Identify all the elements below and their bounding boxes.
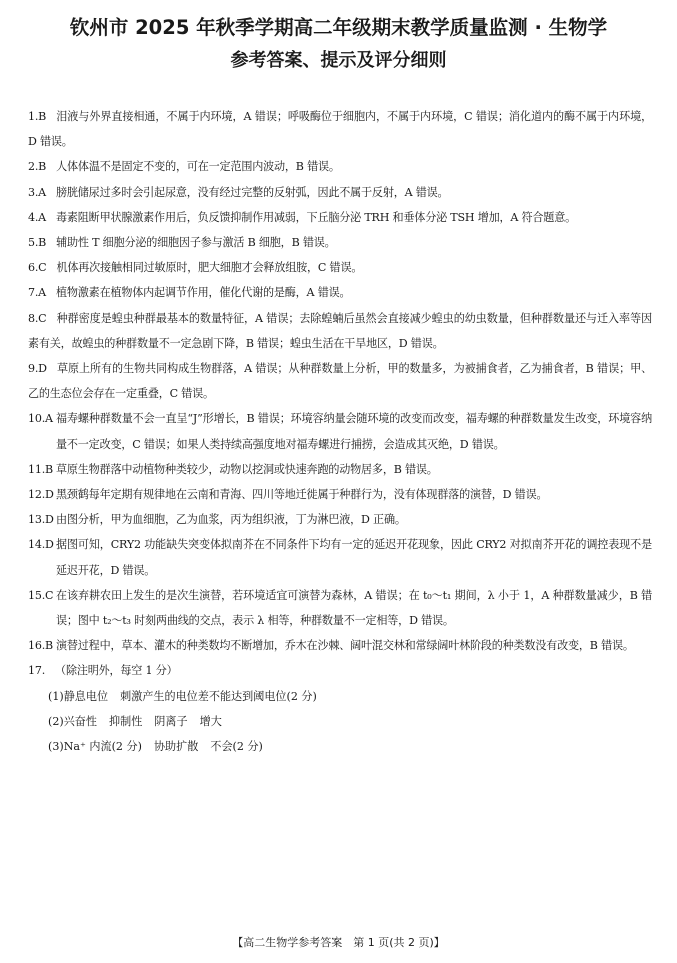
answer-item-8: 8.C 种群密度是蝗虫种群最基本的数量特征，A 错误；去除蝗蝻后虽然会直接减少蝗虫的幼虫数量，但种群数量还与迁入率等因素有关，故蝗虫的种群数量不一定急剧下降，B 错误；蝗虫生活在干旱地区，D 错误。 [28,311,652,350]
answer-item-5: 5.B 辅助性 T 细胞分泌的细胞因子参与激活 B 细胞，B 错误。 [28,236,336,250]
document-title: 钦州市 2025 年秋季学期高二年级期末教学质量监测 · 生物学 [69,16,608,39]
answer-item-16: 16.B 演替过程中，草本、灌木的种类数均不断增加，乔木在沙棘、阔叶混交林和常绿阔叶林阶段的种类数没有改变，B 错误。 [28,639,634,653]
q17-part-1: (1)静息电位 刺激产生的电位差不能达到阈电位(2 分) [48,689,317,703]
answer-item-3: 3.A 膀胱储尿过多时会引起尿意，没有经过完整的反射弧，因此不属于反射，A 错误。 [28,185,449,199]
q17-part-2: (2)兴奋性 抑制性 阴离子 增大 [48,714,222,728]
answer-item-15: 15.C 在该弃耕农田上发生的是次生演替，若环境适宜可演替为森林，A 错误；在 t₀～t₁ 期间，λ 小于 1，A 种群数量减少，B 错误；图中 t₂～t₃ 时刻两曲线的交点，表示 λ 相等，种群数量不一定相等，D 错误。 [28,588,652,628]
answer-item-11: 11.B 草原生物群落中动植物种类较少，动物以挖洞或快速奔跑的动物居多，B 错误。 [28,462,438,476]
answer-item-9: 9.D 草原上所有的生物共同构成生物群落，A 错误；从种群数量上分析，甲的数量多，为被捕食者，乙为捕食者，B 错误；甲、乙的生态位会存在一定重叠，C 错误。 [28,362,652,401]
answer-item-13: 13.D 由图分析，甲为血细胞，乙为血浆，丙为组织液，丁为淋巴液，D 正确。 [28,513,406,527]
document-subtitle: 参考答案、提示及评分细则 [230,50,447,71]
answer-item-7: 7.A 植物激素在植物体内起调节作用，催化代谢的是酶，A 错误。 [28,286,351,300]
answer-item-4: 4.A 毒素阻断甲状腺激素作用后，负反馈抑制作用减弱，下丘脑分泌 TRH 和垂体分泌 TSH 增加，A 符合题意。 [28,210,576,224]
answer-item-17: 17. （除注明外，每空 1 分） [28,664,178,678]
answer-item-10: 10.A 福寿螺种群数量不会一直呈“J”形增长，B 错误；环境容纳量会随环境的改变而改变，福寿螺的种群数量发生改变，环境容纳量不一定改变，C 错误；如果人类持续高强度地对福寿螺进行捕捞，会造成其灭绝，D 错误。 [28,412,652,451]
answer-item-14: 14.D 据图可知，CRY2 功能缺失突变体拟南芥在不同条件下均有一定的延迟开花现象，因此 CRY2 对拟南芥开花的调控表现不是延迟开花，D 错误。 [28,538,652,577]
answer-item-2: 2.B 人体体温不是固定不变的，可在一定范围内波动，B 错误。 [28,160,340,174]
answer-list [28,104,652,759]
page-footer: 【高二生物学参考答案 第 1 页(共 2 页)】 [232,936,445,949]
answer-item-1: 1.B 泪液与外界直接相通，不属于内环境，A 错误；呼吸酶位于细胞内，不属于内环境，C 错误；消化道内的酶不属于内环境，D 错误。 [28,110,652,149]
q17-part-3: (3)Na⁺ 内流(2 分) 协助扩散 不会(2 分) [48,740,263,754]
answer-item-12: 12.D 黑颈鹤每年定期有规律地在云南和青海、四川等地迁徙属于种群行为，没有体现群落的演替，D 错误。 [28,488,548,502]
answer-item-6: 6.C 机体再次接触相同过敏原时，肥大细胞才会释放组胺，C 错误。 [28,261,363,275]
